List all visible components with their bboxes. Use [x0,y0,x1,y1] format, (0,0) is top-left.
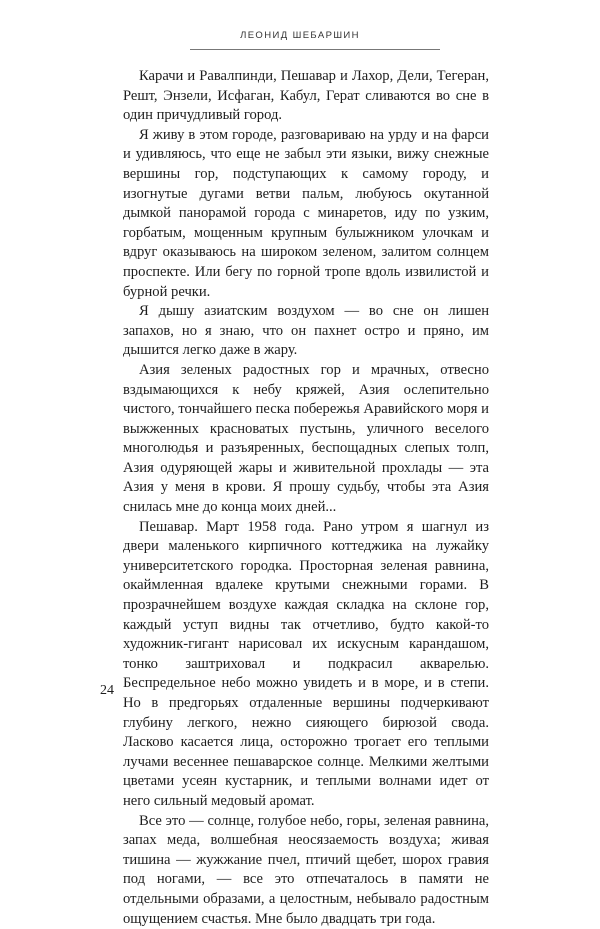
paragraph-3: Я дышу азиатским воздухом — во сне он лишен запахов, но я знаю, что он пахнет остро и пряно, им дышится легко даже в жару. [123,303,489,359]
page-number: 24 [100,683,114,698]
paragraph-5: Пешавар. Март 1958 года. Рано утром я шагнул из двери маленького кирпичного коттеджика на лужайку университетского городка. Просторная зеленая равнина, окаймленная вдалеке крутыми снежными горами. В прозрачнейшем воздухе каждая складка на склоне гор, каждый уступ видны так отчетливо, будто какой-то художник-гигант нарисовал их искусным карандашом, тонко заштриховал и подкрасил акварелью. Беспредельное небо можно увидеть и в море, и в степи. Но в предгорьях отдаленные вершины подчеркивают глубину легкого, нежно сияющего бирюзой свода. Ласково касается лица, осторожно трогает его теплыми лучами весеннее пешаварское солнце. Мелкими желтыми цветами усеян кустарник, и теплыми волнами идет от него сильный медовый аромат. [123,518,489,809]
paragraph-4: Азия зеленых радостных гор и мрачных, отвесно вздымающихся к небу кряжей, Азия ослепительно чистого, тончайшего песка побережья Аравийского моря и выжженных красноватых пустынь, уличного веселого многолюдья и разъяренных, беспощадных слепых толп, Азия одуряющей жары и живительной прохлады — эта Азия у меня в крови. Я прошу судьбу, чтобы эта Азия снилась мне до конца моих дней... [123,361,489,516]
body-text [123,67,489,929]
paragraph-2: Я живу в этом городе, разговариваю на урду и на фарси и удивляюсь, что еще не забыл эти языки, вижу снежные вершины гор, подступающих к самому городу, и изогнутые дугами ветви пальм, любуюсь окутанной дымкой панорамой города с минаретов, иду по узким, горбатым, мощенным крупным булыжником улочкам и вдруг оказываюсь на широком зеленом, залитом солнцем проспекте. Или бегу по горной тропе вдоль извилистой и бурной речки. [123,126,489,300]
running-head-rule [190,49,440,50]
paragraph-1: Карачи и Равалпинди, Пешавар и Лахор, Дели, Тегеран, Решт, Энзели, Исфаган, Кабул, Герат сливаются во сне в один причудливый город. [123,68,489,124]
paragraph-6: Все это — солнце, голубое небо, горы, зеленая равнина, запах меда, волшебная неосязаемость воздуха; живая тишина — жужжание пчел, птичий щебет, шорох гравия под ногами, — все это отпечаталось в памяти не отдельными образами, а целостным, небывало радостным ощущением счастья. Мне было двадцать три года. [123,812,489,927]
running-head: ЛЕОНИД ШЕБАРШИН [240,30,360,41]
